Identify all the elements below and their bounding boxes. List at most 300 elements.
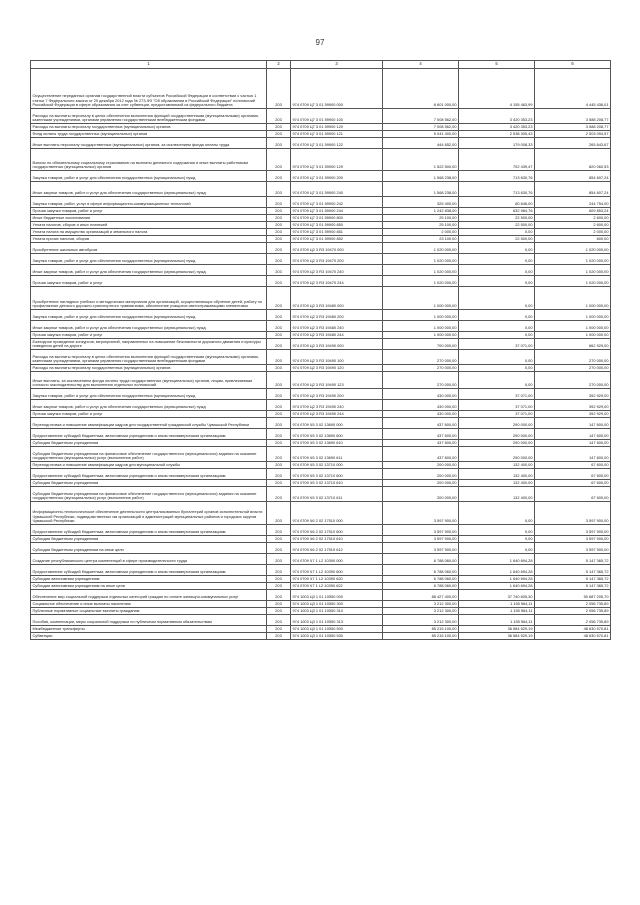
row-budget-code: 974 0709 Ц7 3 01 59900 122 — [291, 138, 383, 149]
row-line-code: 203 — [267, 229, 291, 236]
row-line-code: 203 — [267, 626, 291, 633]
row-description: Прочая закупка товаров, работ и услуг — [31, 208, 267, 215]
row-approved-amount: 200 000,00 — [383, 487, 459, 502]
table-row — [31, 197, 611, 208]
table-row — [31, 633, 611, 640]
table-header-row — [31, 61, 611, 69]
row-remaining-amount: 1 000 000,00 — [535, 321, 611, 332]
row-description: Иные закупки товаров, работ и услуг для обеспечения государственных (муниципальных) нужд — [31, 265, 267, 276]
row-budget-code: 974 0709 Ц7 3 01 59900 120 — [291, 124, 383, 131]
row-remaining-amount: 820 060,53 — [535, 149, 611, 171]
row-budget-code: 974 0709 Ч6 2 02 17510 612 — [291, 543, 383, 554]
row-budget-code: 974 1003 Ц3 1 01 10550 000 — [291, 590, 383, 601]
row-remaining-amount: 5 147 365,72 — [535, 576, 611, 583]
row-remaining-amount: 67 600,00 — [535, 462, 611, 469]
row-approved-amount: 1 000 000,00 — [383, 287, 459, 310]
table-row — [31, 400, 611, 411]
row-remaining-amount: 50 687 205,70 — [535, 590, 611, 601]
row-description: Прочая закупка товаров, работ и услуг — [31, 332, 267, 339]
row-approved-amount: 3 597 900,00 — [383, 525, 459, 536]
row-approved-amount: 1 568 238,00 — [383, 182, 459, 197]
row-remaining-amount: 147 600,00 — [535, 440, 611, 447]
table-row — [31, 287, 611, 310]
row-description: Обеспечение мер социальной поддержки отдельных категорий граждан по оплате жилищно-коммунальных услуг — [31, 590, 267, 601]
row-budget-code: 974 0709 Ц2 3 R3 19480 000 — [291, 287, 383, 310]
row-remaining-amount: 3 588 208,77 — [535, 109, 611, 124]
row-executed-amount: 0,00 — [459, 350, 535, 365]
row-line-code: 203 — [267, 372, 291, 389]
row-remaining-amount: 4 445 436,01 — [535, 69, 611, 109]
row-executed-amount: 290 000,00 — [459, 429, 535, 440]
row-executed-amount: 0,00 — [459, 229, 535, 236]
row-remaining-amount: 854 607,24 — [535, 182, 611, 197]
row-executed-amount: 22 500,00 — [459, 215, 535, 222]
page-number: 97 — [315, 38, 325, 47]
row-line-code: 203 — [267, 462, 291, 469]
row-budget-code: 974 0709 Ц7 3 01 59900 244 — [291, 208, 383, 215]
row-description: Иные бюджетные ассигнования — [31, 215, 267, 222]
row-remaining-amount: 1 020 000,00 — [535, 265, 611, 276]
row-line-code: 203 — [267, 69, 291, 109]
row-budget-code: 974 0709 Ц2 3 R3 19490 100 — [291, 350, 383, 365]
row-description: Социальное обеспечение и иные выплаты населению — [31, 601, 267, 608]
row-line-code: 203 — [267, 502, 291, 525]
row-description: Закупка товаров, работ и услуг для обеспечения государственных (муниципальных) нужд — [31, 310, 267, 321]
row-approved-amount: 270 000,00 — [383, 372, 459, 389]
row-executed-amount: 0,00 — [459, 243, 535, 254]
row-remaining-amount: 147 600,00 — [535, 429, 611, 440]
row-description: Приобретение школьных автобусов — [31, 243, 267, 254]
row-line-code: 203 — [267, 429, 291, 440]
row-description: Переподготовка и повышение квалификации кадров для муниципальной службы — [31, 462, 267, 469]
row-executed-amount: 632 984,76 — [459, 208, 535, 215]
row-description: Субсидии бюджетным учреждениям — [31, 440, 267, 447]
row-budget-code: 974 0709 Ц7 3 01 59900 200 — [291, 171, 383, 182]
row-remaining-amount: 147 600,00 — [535, 447, 611, 462]
row-executed-amount: 3 420 353,23 — [459, 109, 535, 124]
table-row — [31, 626, 611, 633]
row-budget-code: 974 0709 Ч7 1 L2 10390 600 — [291, 565, 383, 576]
row-budget-code: 974 0709 Ц7 3 01 59900 852 — [291, 236, 383, 243]
row-line-code: 203 — [267, 131, 291, 138]
row-executed-amount: 132 400,00 — [459, 487, 535, 502]
row-approved-amount: 6 788 060,00 — [383, 576, 459, 583]
row-remaining-amount: 1 000 000,00 — [535, 287, 611, 310]
row-remaining-amount: 1 020 000,00 — [535, 243, 611, 254]
row-line-code: 203 — [267, 332, 291, 339]
table-row — [31, 276, 611, 287]
row-budget-code: 974 0709 Ч6 2 02 17510 610 — [291, 536, 383, 543]
table-row — [31, 321, 611, 332]
row-remaining-amount: 662 929,00 — [535, 339, 611, 350]
row-line-code: 203 — [267, 487, 291, 502]
row-description: Расходы на выплаты персоналу государственных (муниципальных) органов — [31, 365, 267, 372]
row-description: Субсидии бюджетным учреждениям на финансовое обеспечение государственного (муниципального) задания на оказание государственных (муниципальных) услуг (выполнение работ) — [31, 487, 267, 502]
row-line-code: 203 — [267, 236, 291, 243]
row-executed-amount: 0,00 — [459, 276, 535, 287]
row-approved-amount: 430 000,00 — [383, 411, 459, 418]
header-cell: 6 — [535, 61, 611, 69]
row-executed-amount: 37 071,00 — [459, 411, 535, 418]
row-line-code: 203 — [267, 287, 291, 310]
table-row — [31, 590, 611, 601]
table-row — [31, 182, 611, 197]
table-row — [31, 462, 611, 469]
row-budget-code: 974 0709 Ч5 3 02 13710 000 — [291, 462, 383, 469]
row-description: Межбюджетные трансферты — [31, 626, 267, 633]
row-approved-amount: 1 020 000,00 — [383, 265, 459, 276]
table-row — [31, 487, 611, 502]
row-approved-amount: 270 000,00 — [383, 350, 459, 365]
row-remaining-amount: 392 929,00 — [535, 400, 611, 411]
row-remaining-amount: 392 929,00 — [535, 411, 611, 418]
row-line-code: 203 — [267, 109, 291, 124]
row-approved-amount: 437 600,00 — [383, 447, 459, 462]
row-approved-amount: 1 242 838,00 — [383, 208, 459, 215]
table-row — [31, 525, 611, 536]
table-row — [31, 601, 611, 608]
row-remaining-amount: 1 000 000,00 — [535, 310, 611, 321]
row-executed-amount: 1 155 564,11 — [459, 608, 535, 615]
row-remaining-amount: 2 056 735,89 — [535, 601, 611, 608]
row-line-code: 203 — [267, 265, 291, 276]
row-line-code: 203 — [267, 124, 291, 131]
table-body — [31, 69, 611, 640]
row-line-code: 203 — [267, 171, 291, 182]
row-remaining-amount: 1 020 000,00 — [535, 254, 611, 265]
row-remaining-amount: 67 600,00 — [535, 480, 611, 487]
row-budget-code: 974 0709 Ц2 3 R3 19480 200 — [291, 310, 383, 321]
row-remaining-amount: 3 597 900,00 — [535, 543, 611, 554]
row-line-code: 203 — [267, 321, 291, 332]
row-budget-code: 974 0709 Ч5 3 02 13710 600 — [291, 469, 383, 480]
table-row — [31, 243, 611, 254]
table-row — [31, 583, 611, 590]
row-executed-amount: 36 584 529,19 — [459, 626, 535, 633]
row-line-code: 203 — [267, 590, 291, 601]
row-remaining-amount: 854 607,24 — [535, 171, 611, 182]
row-description: Публичные нормативные социальные выплаты гражданам — [31, 608, 267, 615]
row-approved-amount: 1 020 000,00 — [383, 254, 459, 265]
row-line-code: 203 — [267, 254, 291, 265]
row-approved-amount: 85 215 100,00 — [383, 626, 459, 633]
row-approved-amount: 270 000,00 — [383, 365, 459, 372]
row-line-code: 203 — [267, 633, 291, 640]
row-remaining-amount: 265 643,67 — [535, 138, 611, 149]
row-description: Приобретение наглядных учебных и методических материалов для организаций, осуществляющих обучение детей, работу по профилактике детского дорожно-транспортного травматизма, обеспечение учащихся светоотражающими элементами — [31, 287, 267, 310]
row-line-code: 203 — [267, 310, 291, 321]
table-row — [31, 536, 611, 543]
row-line-code: 203 — [267, 583, 291, 590]
row-budget-code: 974 1003 Ц3 1 01 10550 530 — [291, 633, 383, 640]
row-remaining-amount: 270 000,00 — [535, 350, 611, 365]
row-approved-amount: 3 212 300,00 — [383, 601, 459, 608]
table-row — [31, 265, 611, 276]
row-budget-code: 974 0709 Ц2 3 R3 19490 120 — [291, 365, 383, 372]
row-line-code: 203 — [267, 480, 291, 487]
row-executed-amount: 290 000,00 — [459, 447, 535, 462]
row-approved-amount: 5 041 400,00 — [383, 131, 459, 138]
row-executed-amount: 0,00 — [459, 321, 535, 332]
table-row — [31, 365, 611, 372]
row-line-code: 203 — [267, 418, 291, 429]
row-line-code: 203 — [267, 215, 291, 222]
table-row — [31, 149, 611, 171]
row-description: Пособия, компенсации, меры социальной поддержки по публичным нормативным обязательствам — [31, 615, 267, 626]
header-cell: 1 — [31, 61, 267, 69]
row-remaining-amount: 1 020 000,00 — [535, 276, 611, 287]
row-description: Субсидии бюджетным учреждениям — [31, 480, 267, 487]
header-cell: 4 — [383, 61, 459, 69]
row-executed-amount: 37 071,00 — [459, 389, 535, 400]
row-line-code: 203 — [267, 411, 291, 418]
row-executed-amount: 132 400,00 — [459, 462, 535, 469]
row-remaining-amount: 2 056 735,89 — [535, 608, 611, 615]
row-budget-code: 974 0709 Ц2 3 R3 19490 123 — [291, 372, 383, 389]
row-executed-amount: 0,00 — [459, 254, 535, 265]
table-row — [31, 418, 611, 429]
table-row — [31, 254, 611, 265]
row-description: Закупка товаров, работ и услуг для обеспечения государственных (муниципальных) нужд — [31, 171, 267, 182]
row-approved-amount: 7 008 562,00 — [383, 109, 459, 124]
row-line-code: 203 — [267, 138, 291, 149]
row-line-code: 203 — [267, 565, 291, 576]
row-approved-amount: 1 000 000,00 — [383, 332, 459, 339]
row-description: Иные закупки товаров, работ и услуг для обеспечения государственных (муниципальных) нужд — [31, 182, 267, 197]
header-cell: 5 — [459, 61, 535, 69]
row-approved-amount: 437 600,00 — [383, 429, 459, 440]
row-description: Субсидии автономным учреждениям — [31, 576, 267, 583]
row-line-code: 203 — [267, 222, 291, 229]
row-remaining-amount: 392 929,00 — [535, 389, 611, 400]
row-approved-amount: 200 000,00 — [383, 462, 459, 469]
table-row — [31, 576, 611, 583]
row-description: Взносы по обязательному социальному страхованию на выплаты денежного содержания и иные выплаты работникам государственных (муниципальных) органов — [31, 149, 267, 171]
table-row — [31, 124, 611, 131]
row-executed-amount: 713 630,76 — [459, 182, 535, 197]
row-approved-amount: 437 600,00 — [383, 418, 459, 429]
row-description: Информационно-технологическое обеспечение деятельности централизованных бухгалтерий органов исполнительной власти Чувашской Республики, подведомственных им организаций и администраций муниципальных районов и городских округов Чувашской Республики — [31, 502, 267, 525]
row-description: Переподготовка и повышение квалификации кадров для государственной гражданской службы Чувашской Республики — [31, 418, 267, 429]
table-row — [31, 429, 611, 440]
row-executed-amount: 290 000,00 — [459, 418, 535, 429]
row-budget-code: 974 0709 Ц2 3 R3 19490 200 — [291, 389, 383, 400]
row-description: Субвенции — [31, 633, 267, 640]
row-line-code: 203 — [267, 182, 291, 197]
row-budget-code: 974 0709 Ч7 1 L2 10390 622 — [291, 583, 383, 590]
table-row — [31, 131, 611, 138]
row-approved-amount: 3 212 300,00 — [383, 608, 459, 615]
row-remaining-amount: 5 147 365,72 — [535, 583, 611, 590]
row-budget-code: 974 1003 Ц3 1 01 10550 500 — [291, 626, 383, 633]
row-executed-amount: 22 500,00 — [459, 222, 535, 229]
row-approved-amount: 3 597 900,00 — [383, 502, 459, 525]
row-remaining-amount: 3 597 900,00 — [535, 502, 611, 525]
row-description: Закупка товаров, работ и услуг для обеспечения государственных (муниципальных) нужд — [31, 389, 267, 400]
table-row — [31, 615, 611, 626]
row-approved-amount: 2 000,00 — [383, 229, 459, 236]
row-approved-amount: 8 601 000,00 — [383, 69, 459, 109]
row-approved-amount: 25 100,00 — [383, 222, 459, 229]
row-description: Закупка товаров, работ, услуг в сфере информационно-коммуникационных технологий — [31, 197, 267, 208]
row-executed-amount: 132 400,00 — [459, 469, 535, 480]
header-cell: 3 — [291, 61, 383, 69]
row-executed-amount: 3 420 353,23 — [459, 124, 535, 131]
table-row — [31, 109, 611, 124]
row-line-code: 203 — [267, 197, 291, 208]
row-description: Создание республиканского центра компетенций в сфере производительности труда — [31, 554, 267, 565]
row-approved-amount: 1 020 000,00 — [383, 243, 459, 254]
row-approved-amount: 325 400,00 — [383, 197, 459, 208]
row-line-code: 203 — [267, 276, 291, 287]
row-description: Иные выплаты, за исключением фонда оплаты труда государственных (муниципальных) органов, лицам, привлекаемым согласно законодательству для выполнения отдельных полномочий — [31, 372, 267, 389]
row-budget-code: 974 0709 Ц7 3 01 59900 100 — [291, 109, 383, 124]
row-budget-code: 974 0709 Ц2 3 R3 19490 244 — [291, 411, 383, 418]
table-row — [31, 236, 611, 243]
row-executed-amount: 0,00 — [459, 502, 535, 525]
row-line-code: 203 — [267, 208, 291, 215]
row-line-code: 203 — [267, 400, 291, 411]
row-executed-amount: 702 439,47 — [459, 149, 535, 171]
row-description: Прочая закупка товаров, работ и услуг — [31, 276, 267, 287]
table-row — [31, 565, 611, 576]
row-description: Расходы на выплаты персоналу в целях обеспечения выполнения функций государственными (муниципальными) органами, казенными учреждениями, органами управления государственными внебюджетными фондами — [31, 350, 267, 365]
row-budget-code: 974 0709 Ц7 3 01 59900 242 — [291, 197, 383, 208]
row-remaining-amount: 3 597 900,00 — [535, 525, 611, 536]
row-executed-amount: 713 630,76 — [459, 171, 535, 182]
row-description: Субсидии бюджетным учреждениям — [31, 536, 267, 543]
row-description: Иные закупки товаров, работ и услуг для обеспечения государственных (муниципальных) нужд — [31, 321, 267, 332]
row-approved-amount: 430 000,00 — [383, 389, 459, 400]
row-executed-amount: 132 400,00 — [459, 480, 535, 487]
row-description: Уплата налогов, сборов и иных платежей — [31, 222, 267, 229]
row-budget-code: 974 0709 Ч5 3 02 13710 610 — [291, 480, 383, 487]
row-executed-amount: 4 155 463,99 — [459, 69, 535, 109]
row-description: Субсидии бюджетным учреждениям на иные цели — [31, 543, 267, 554]
row-line-code: 203 — [267, 389, 291, 400]
row-budget-code: 974 0709 Ц2 3 R3 19470 000 — [291, 243, 383, 254]
row-line-code: 203 — [267, 149, 291, 171]
row-budget-code: 974 0709 Ц7 3 01 59900 851 — [291, 229, 383, 236]
row-approved-amount: 444 652,00 — [383, 138, 459, 149]
row-remaining-amount: 48 630 570,81 — [535, 626, 611, 633]
row-budget-code: 974 0709 Ц2 3 R3 19470 240 — [291, 265, 383, 276]
row-executed-amount: 0,00 — [459, 265, 535, 276]
table-row — [31, 411, 611, 418]
row-remaining-amount: 3 588 208,77 — [535, 124, 611, 131]
row-approved-amount: 200 000,00 — [383, 480, 459, 487]
row-budget-code: 974 1003 Ц3 1 01 10550 313 — [291, 615, 383, 626]
table-row — [31, 138, 611, 149]
row-budget-code: 974 0709 Ч5 3 02 13690 000 — [291, 418, 383, 429]
row-approved-amount: 1 522 500,00 — [383, 149, 459, 171]
row-executed-amount: 36 584 529,19 — [459, 633, 535, 640]
row-description: Расходы на выплаты персоналу государственных (муниципальных) органов — [31, 124, 267, 131]
row-line-code: 203 — [267, 536, 291, 543]
row-executed-amount: 0,00 — [459, 310, 535, 321]
table-row — [31, 222, 611, 229]
row-approved-amount: 1 568 238,00 — [383, 171, 459, 182]
table-row — [31, 171, 611, 182]
row-approved-amount: 25 100,00 — [383, 215, 459, 222]
row-executed-amount: 2 538 305,43 — [459, 131, 535, 138]
table-row — [31, 332, 611, 339]
row-approved-amount: 6 788 060,00 — [383, 583, 459, 590]
row-approved-amount: 430 000,00 — [383, 400, 459, 411]
row-approved-amount: 23 100,00 — [383, 236, 459, 243]
row-budget-code: 974 0709 Ц2 3 R3 19470 200 — [291, 254, 383, 265]
row-description: Ежегодное проведение конкурсов, мероприятий, направленных на повышение безопасности дорожного движения и культуры поведения детей на дороге — [31, 339, 267, 350]
row-description: Субсидии бюджетным учреждениям на финансовое обеспечение государственного (муниципального) задания на оказание государственных (муниципальных) услуг (выполнение работ) — [31, 447, 267, 462]
table-row — [31, 608, 611, 615]
row-approved-amount: 7 008 562,00 — [383, 124, 459, 131]
row-executed-amount: 1 155 564,11 — [459, 615, 535, 626]
row-description: Предоставление субсидий бюджетным, автономным учреждениям и иным некоммерческим организациям — [31, 525, 267, 536]
row-remaining-amount: 270 000,00 — [535, 372, 611, 389]
table-row — [31, 447, 611, 462]
row-budget-code: 974 0709 Ч5 3 02 13710 611 — [291, 487, 383, 502]
table-row — [31, 469, 611, 480]
row-description: Предоставление субсидий бюджетным, автономным учреждениям и иным некоммерческим организациям — [31, 469, 267, 480]
row-executed-amount: 1 640 694,28 — [459, 554, 535, 565]
row-executed-amount: 0,00 — [459, 543, 535, 554]
row-approved-amount: 3 212 300,00 — [383, 615, 459, 626]
row-approved-amount: 437 600,00 — [383, 440, 459, 447]
row-remaining-amount: 67 600,00 — [535, 487, 611, 502]
row-executed-amount: 0,00 — [459, 536, 535, 543]
row-remaining-amount: 2 000,00 — [535, 229, 611, 236]
row-line-code: 203 — [267, 339, 291, 350]
row-remaining-amount: 2 056 735,89 — [535, 615, 611, 626]
row-budget-code: 974 0709 Ц7 3 01 59900 800 — [291, 215, 383, 222]
table-row — [31, 339, 611, 350]
row-remaining-amount: 48 630 570,81 — [535, 633, 611, 640]
row-budget-code: 974 0709 Ц7 3 01 59900 121 — [291, 131, 383, 138]
row-remaining-amount: 5 147 365,72 — [535, 565, 611, 576]
row-budget-code: 974 0709 Ч5 3 02 13690 600 — [291, 429, 383, 440]
row-executed-amount: 179 008,33 — [459, 138, 535, 149]
row-executed-amount: 80 646,00 — [459, 197, 535, 208]
row-budget-code: 974 0709 Ч5 3 02 13690 611 — [291, 447, 383, 462]
row-executed-amount: 37 740 605,30 — [459, 590, 535, 601]
row-executed-amount: 0,00 — [459, 287, 535, 310]
table-row — [31, 350, 611, 365]
row-budget-code: 974 1003 Ц3 1 01 10550 310 — [291, 608, 383, 615]
row-budget-code: 974 0709 Ц2 3 R3 19470 244 — [291, 276, 383, 287]
row-budget-code: 974 0709 Ц7 3 01 59900 129 — [291, 149, 383, 171]
row-description: Уплата прочих налогов, сборов — [31, 236, 267, 243]
row-executed-amount: 0,00 — [459, 365, 535, 372]
row-description: Прочая закупка товаров, работ и услуг — [31, 411, 267, 418]
table-row — [31, 502, 611, 525]
row-approved-amount: 1 000 000,00 — [383, 310, 459, 321]
row-executed-amount: 1 640 694,28 — [459, 583, 535, 590]
row-budget-code: 974 0709 Ц7 3 01 59900 240 — [291, 182, 383, 197]
row-executed-amount: 37 071,00 — [459, 400, 535, 411]
table-row — [31, 554, 611, 565]
row-line-code: 203 — [267, 365, 291, 372]
table-row — [31, 480, 611, 487]
table-row — [31, 440, 611, 447]
row-line-code: 203 — [267, 608, 291, 615]
row-line-code: 203 — [267, 350, 291, 365]
row-approved-amount: 1 020 000,00 — [383, 276, 459, 287]
row-budget-code: 974 0709 Ц2 3 R3 19490 240 — [291, 400, 383, 411]
row-line-code: 203 — [267, 469, 291, 480]
row-executed-amount: 37 071,00 — [459, 339, 535, 350]
table-row — [31, 208, 611, 215]
row-budget-code: 974 0709 Ч6 2 02 17510 000 — [291, 502, 383, 525]
